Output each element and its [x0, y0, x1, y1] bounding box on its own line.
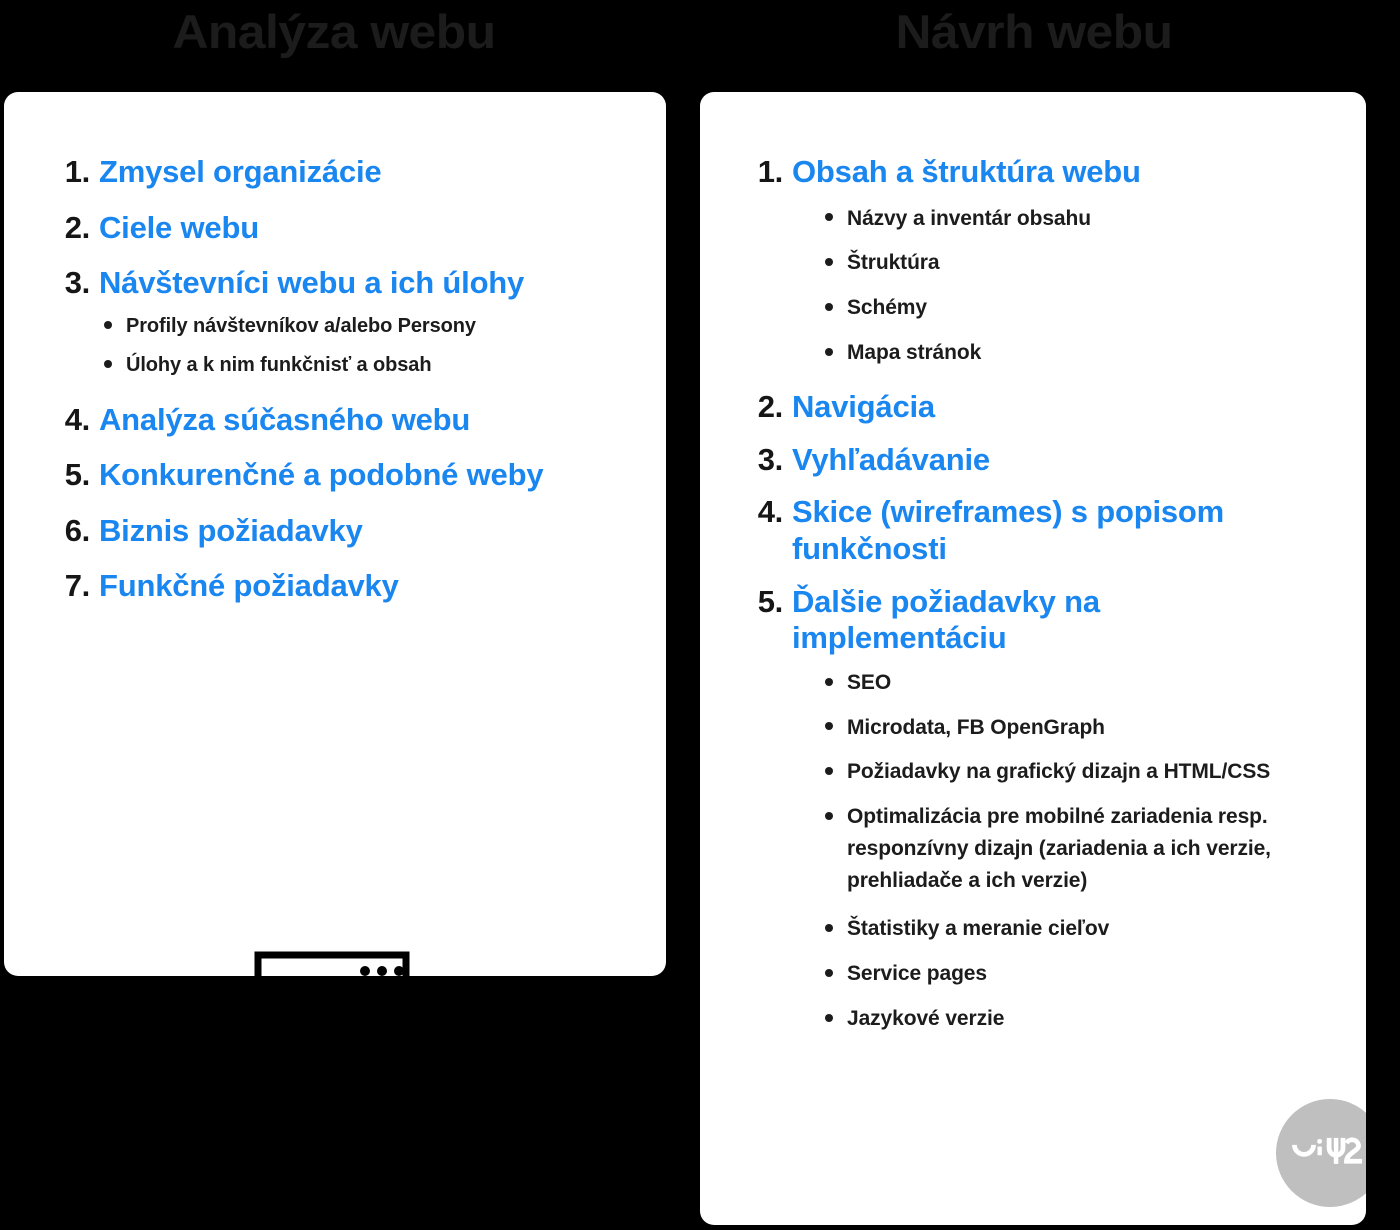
list-item-label: Analýza súčasného webu — [99, 401, 471, 437]
list-item-number: 3. — [757, 441, 783, 477]
sub-bullet-label: Schémy — [847, 296, 927, 320]
sub-bullet-label: Jazykové verzie — [847, 1006, 1005, 1030]
bullet-dot-icon — [825, 348, 833, 356]
list-item-label: Obsah a štruktúra webu — [792, 154, 1141, 189]
list-item-number: 5. — [757, 583, 783, 619]
sub-bullet-label: Optimalizácia pre mobilné zariadenia resp. responzívny dizajn (zariadenia a ich verzie, prehliadače a ich verzie) — [847, 805, 1271, 893]
sub-bullet-label: SEO — [847, 670, 892, 694]
list-item — [755, 494, 1355, 567]
design-card — [700, 92, 1366, 1225]
bullet-dot-icon — [825, 767, 833, 775]
list-item-number: 2. — [64, 209, 90, 245]
sub-bullet-item — [825, 247, 1355, 279]
sub-bullet-item — [825, 292, 1355, 324]
bullet-dot-icon — [825, 213, 833, 221]
list-item — [56, 210, 656, 247]
list-item — [56, 513, 656, 550]
bullet-dot-icon — [104, 321, 112, 329]
sub-bullet-label: Profily návštevníkov a/alebo Persony — [126, 314, 476, 337]
sub-bullet-label: Štatistiky a meranie cieľov — [847, 917, 1110, 941]
list-item-number: 4. — [64, 401, 90, 437]
list-item-label: Vyhľadávanie — [792, 441, 990, 477]
sub-bullet-label: Názvy a inventár obsahu — [847, 206, 1091, 230]
bullet-dot-icon — [825, 258, 833, 266]
list-item — [755, 389, 1355, 426]
sub-bullet-item — [825, 712, 1355, 744]
list-item-label: Konkurenčné a podobné weby — [99, 457, 544, 493]
sub-bullet-item — [825, 667, 1355, 699]
sub-bullet-item — [825, 801, 1355, 897]
sub-bullet-item — [825, 958, 1355, 990]
sub-bullet-list — [825, 203, 1355, 370]
list-item-label: Funkčné požiadavky — [99, 568, 399, 604]
page-title-left: Analýza webu — [172, 5, 496, 58]
list-item — [56, 154, 656, 191]
ui42-logo-watermark-icon — [1276, 1099, 1366, 1207]
list-item — [56, 402, 656, 439]
bullet-dot-icon — [825, 722, 833, 730]
list-item-number: 7. — [64, 568, 90, 604]
sub-bullet-item — [825, 913, 1355, 945]
bullet-dot-icon — [825, 1014, 833, 1022]
list-item — [56, 265, 656, 302]
bullet-dot-icon — [825, 969, 833, 977]
sub-bullet-label: Mapa stránok — [847, 341, 982, 365]
sub-bullet-item — [825, 1003, 1355, 1035]
list-item — [56, 568, 656, 605]
list-item-number: 5. — [64, 457, 90, 493]
sub-bullet-item — [825, 756, 1355, 788]
sub-bullet-list — [104, 311, 656, 380]
sub-bullet-list — [825, 667, 1355, 1035]
list-item-number: 4. — [757, 494, 783, 530]
list-item-number: 6. — [64, 512, 90, 548]
design-ordered-list — [755, 154, 1355, 1035]
list-item — [755, 442, 1355, 479]
web-analytics-icon — [252, 950, 412, 976]
bullet-dot-icon — [104, 360, 112, 368]
analysis-list-container — [56, 154, 656, 624]
analysis-card — [4, 92, 666, 976]
bullet-dot-icon — [825, 678, 833, 686]
list-item-label: Biznis požiadavky — [99, 512, 363, 548]
sub-bullet-label: Požiadavky na grafický dizajn a HTML/CSS — [847, 760, 1271, 784]
sub-bullet-item — [825, 203, 1355, 235]
sub-bullet-item — [104, 311, 656, 341]
design-list-container — [755, 154, 1355, 1048]
bullet-dot-icon — [825, 303, 833, 311]
list-item-number: 1. — [64, 154, 90, 189]
list-item-number: 3. — [64, 265, 90, 301]
sub-bullet-label: Štruktúra — [847, 251, 940, 275]
sub-bullet-label: Úlohy a k nim funkčnisť a obsah — [126, 353, 432, 376]
list-item — [56, 457, 656, 494]
list-item-label: Ciele webu — [99, 209, 259, 245]
list-item — [755, 154, 1355, 191]
page-title-right: Návrh webu — [895, 5, 1173, 58]
sub-bullet-label: Microdata, FB OpenGraph — [847, 715, 1105, 739]
bullet-dot-icon — [825, 812, 833, 820]
list-item-label: Zmysel organizácie — [99, 154, 382, 189]
list-item-label: Návštevníci webu a ich úlohy — [99, 265, 525, 301]
list-item — [755, 584, 1355, 657]
analysis-ordered-list — [56, 154, 656, 605]
bullet-dot-icon — [825, 924, 833, 932]
sub-bullet-item — [104, 350, 656, 380]
sub-bullet-label: Service pages — [847, 962, 987, 986]
list-item-label: Navigácia — [792, 389, 935, 425]
list-item-label: Ďalšie požiadavky na implementáciu — [792, 583, 1100, 656]
list-item-number: 2. — [757, 389, 783, 425]
list-item-label: Skice (wireframes) s popisom funkčnosti — [792, 494, 1225, 566]
sub-bullet-item — [825, 337, 1355, 369]
list-item-number: 1. — [757, 154, 783, 189]
